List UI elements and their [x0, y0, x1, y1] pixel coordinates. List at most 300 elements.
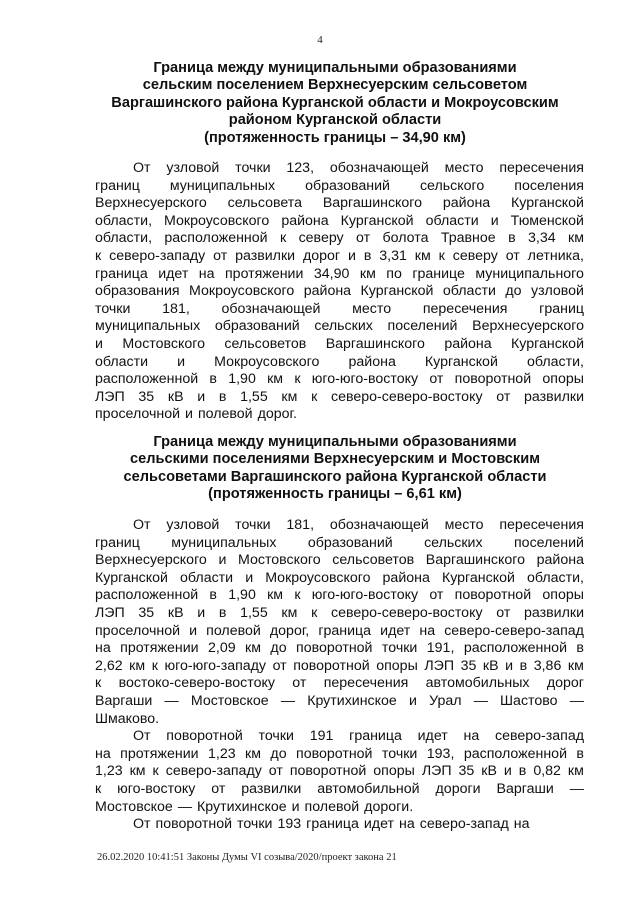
heading-line: сельскими поселениями Верхнесуерским и Мостовским [129, 451, 540, 468]
word: Курганской [340, 212, 414, 229]
word: От [133, 160, 151, 176]
word: района [281, 212, 329, 229]
text-line [95, 728, 584, 746]
word: Курганской [441, 569, 515, 586]
word: км [568, 230, 584, 247]
word: северу [452, 247, 498, 264]
heading-line: сельсоветами Варгашинского района Курганской области [123, 468, 547, 485]
word: полевой [304, 798, 360, 815]
word: 1,90 [228, 371, 256, 388]
word: области, [95, 230, 153, 247]
text-line [95, 693, 584, 711]
word: и [177, 353, 186, 370]
word: полевой [197, 406, 253, 423]
word: км [359, 265, 376, 282]
word: от [429, 371, 444, 388]
word: поворотной [296, 640, 373, 657]
word: поселений [387, 318, 458, 335]
word: протяжении [120, 745, 199, 762]
word: дороги. [364, 798, 414, 815]
word: точки [235, 517, 271, 533]
word: дорог. [257, 406, 297, 423]
section-text-2 [95, 517, 584, 834]
text-line [95, 763, 584, 781]
word: северо-западу [109, 247, 206, 264]
word: и [291, 798, 300, 815]
word: развилки [524, 388, 584, 405]
word: кВ [482, 657, 499, 674]
word: км [245, 745, 261, 762]
heading-line: сельским поселением Верхнесуерским сельсоветом [142, 77, 528, 94]
word: Мостовского [237, 552, 321, 569]
word: 1,55 [240, 604, 268, 621]
word: км [281, 388, 298, 405]
word: в [518, 763, 527, 780]
word: 2,09 [207, 640, 236, 657]
word: северо-запад [494, 728, 584, 745]
word: км [567, 763, 584, 780]
word: 2,62 [95, 657, 123, 674]
word: точки [237, 816, 273, 833]
word: граница [306, 816, 359, 833]
word: поворотной [293, 657, 370, 674]
word: км [267, 587, 284, 604]
word: и [218, 552, 227, 569]
word: до [270, 640, 287, 657]
word: района [442, 195, 491, 212]
word: образований [214, 318, 300, 335]
word: место [444, 160, 484, 176]
word: обозначающей [329, 160, 429, 176]
word: и [197, 388, 206, 405]
word: сельсоветов [332, 552, 415, 569]
text-line [95, 406, 584, 424]
word: обозначающей [329, 517, 429, 533]
word: 3,86 [533, 657, 562, 674]
text-line [95, 283, 584, 301]
word: Мостовское [95, 798, 173, 815]
word: опоры [542, 371, 584, 388]
word: образований [307, 534, 393, 551]
text-line [95, 517, 584, 535]
word: в [508, 230, 516, 247]
section-heading-1 [90, 60, 580, 147]
heading-line: Граница между муниципальными образованиями [153, 434, 517, 450]
word: муниципальных [169, 177, 276, 194]
word: области [95, 353, 149, 370]
text-line [95, 266, 584, 284]
word: опоры [376, 657, 418, 674]
word: и [95, 335, 103, 352]
word: области [180, 569, 234, 586]
word: кВ [481, 763, 497, 780]
word: — [177, 798, 192, 815]
word: и [503, 763, 512, 780]
word: 181, [286, 517, 315, 533]
word: расположенной [463, 745, 567, 762]
word: границ [539, 300, 584, 317]
word: Курганской [511, 335, 584, 352]
word: точки [95, 300, 131, 317]
word: поселений [514, 534, 584, 551]
word: Варгаши [496, 780, 554, 797]
text-line [95, 623, 584, 641]
word: дорог [546, 675, 584, 692]
word: идет [158, 265, 189, 282]
word: области [442, 283, 496, 300]
word: узловой [166, 517, 220, 533]
page-number: 4 [317, 34, 323, 46]
word: 35 [460, 657, 477, 674]
word: опоры [373, 763, 415, 780]
word: Варгаши [95, 692, 153, 709]
word: км [129, 763, 146, 780]
word: развилки [524, 604, 584, 621]
text-line [95, 371, 584, 389]
text-line [95, 248, 584, 266]
word: района [444, 335, 492, 352]
word: поворотной [166, 728, 243, 745]
word: востоко-северо-востоку [118, 675, 275, 692]
word: Варгашинского [325, 335, 425, 352]
word: проселочной [95, 406, 181, 423]
word: узловой [531, 283, 584, 300]
word: северо-северо-запад [444, 622, 584, 639]
word: пересечения [422, 300, 508, 317]
word: протяжении [120, 640, 199, 657]
word: 1,23 [207, 745, 236, 762]
footer-text: 26.02.2020 10:41:51 Законы Думы VI созыва/2020/проект закона 21 [97, 852, 397, 863]
text-line [95, 675, 584, 693]
text-line [95, 178, 584, 196]
word: муниципальных [171, 534, 277, 551]
text-line [95, 354, 584, 372]
word: 35 [138, 388, 155, 405]
word: 35 [458, 763, 475, 780]
word: 181, [162, 300, 190, 317]
word: Мокроусовского [265, 569, 371, 586]
word: от [356, 230, 371, 247]
text-line [95, 552, 584, 570]
word: от [496, 388, 511, 405]
word: поворотной [454, 587, 532, 604]
word: границ [95, 534, 140, 551]
word: пересечения [499, 160, 584, 176]
word: области [425, 212, 479, 229]
word: и [347, 247, 356, 264]
word: идет [380, 622, 411, 639]
heading-line: Граница между муниципальными образованиями [153, 60, 517, 76]
word: области, [526, 569, 584, 586]
word: точки [381, 745, 418, 762]
word: к [311, 604, 318, 621]
word: к [95, 780, 102, 797]
word: ЛЭП [421, 763, 452, 780]
word: от [496, 604, 511, 621]
word: место [444, 517, 484, 533]
text-line [95, 160, 584, 178]
word: 1,90 [228, 587, 256, 604]
word: — [569, 780, 584, 797]
heading-line: (протяженность границы – 34,90 км) [204, 129, 466, 146]
word: 3,31 [379, 247, 407, 264]
word: образования [95, 283, 180, 300]
text-line [95, 195, 584, 213]
text-line [95, 711, 584, 729]
word: на [95, 745, 111, 762]
word: дорог, [269, 622, 310, 639]
word: сельского [419, 177, 485, 194]
word: в [218, 604, 227, 621]
word: граница [95, 265, 148, 282]
word: и [185, 406, 193, 423]
word: 1,23 [95, 763, 123, 780]
word: — [280, 692, 296, 709]
word: обозначающей [221, 300, 321, 317]
text-line [95, 816, 584, 834]
word: кВ [167, 388, 184, 405]
word: узловой [166, 160, 220, 176]
word: района [348, 353, 396, 370]
word: поворотной [454, 371, 532, 388]
word: на [419, 622, 436, 639]
word: опоры [542, 587, 584, 604]
section-text-1 [95, 160, 584, 424]
word: от [213, 247, 228, 264]
word: сельсовета [227, 195, 302, 212]
word: автомобильных [425, 675, 530, 692]
text-line [95, 535, 584, 553]
word: от [211, 780, 226, 797]
word: Крутихинское [307, 692, 397, 709]
word: границе [412, 265, 465, 282]
word: сельских [424, 534, 483, 551]
word: северу [298, 230, 344, 247]
text-line [95, 640, 584, 658]
word: в [363, 247, 372, 264]
word: протяжении [225, 265, 304, 282]
word: сельсоветов [224, 335, 307, 352]
text-line [95, 318, 584, 336]
word: к [95, 247, 102, 264]
word: болота [382, 230, 429, 247]
text-line [95, 799, 584, 817]
text-line [95, 301, 584, 319]
word: 35 [138, 604, 155, 621]
word: 34,90 [313, 265, 350, 282]
word: Мостовское [190, 692, 269, 709]
word: 0,82 [533, 763, 561, 780]
word: км [414, 247, 431, 264]
word: — [164, 692, 179, 709]
word: ЛЭП [95, 604, 125, 621]
word: Курганской [424, 353, 498, 370]
word: к [438, 247, 445, 264]
word: От [133, 816, 151, 833]
word: юго-юго-западу [164, 657, 267, 674]
word: в [209, 371, 217, 388]
word: на [399, 816, 415, 833]
word: точки [381, 640, 418, 657]
word: Шастово [500, 692, 558, 709]
word: Верхнесуерского [95, 552, 207, 569]
word: и [408, 692, 417, 709]
word: — [473, 692, 488, 709]
word: точки [258, 728, 294, 745]
word: 193 [277, 816, 302, 833]
word: дорог [302, 247, 341, 264]
word: к [279, 230, 287, 247]
word: и [189, 622, 198, 639]
word: северо-запад [419, 816, 509, 833]
text-line [95, 230, 584, 248]
word: к [95, 675, 102, 692]
heading-line: (протяженность границы – 6,61 км) [208, 486, 462, 503]
word: и [505, 657, 514, 674]
word: км [129, 657, 146, 674]
text-line [95, 389, 584, 407]
word: км [281, 604, 298, 621]
word: района [536, 552, 584, 569]
word: в [209, 587, 217, 604]
word: Верхнесуерского [95, 195, 207, 212]
word: пересечения [323, 675, 409, 692]
word: от [429, 587, 444, 604]
word: на [463, 728, 480, 745]
word: дороги [435, 780, 481, 797]
word: Варгашинского [425, 552, 526, 569]
word: границ [95, 177, 140, 194]
word: расположенной [164, 230, 268, 247]
word: и [245, 569, 254, 586]
word: до [270, 745, 287, 762]
word: северо-северо-востоку [330, 388, 483, 405]
text-line [95, 746, 584, 764]
word: северо-западу [165, 763, 262, 780]
word: ЛЭП [424, 657, 455, 674]
word: на [95, 640, 111, 657]
word: Верхнесуерского [472, 318, 584, 335]
word: От [133, 728, 151, 745]
word: 191, [426, 640, 455, 657]
word: Мокроусовского [214, 353, 320, 370]
word: км [267, 371, 284, 388]
word: от [268, 763, 283, 780]
word: на [513, 816, 530, 833]
word: — [569, 692, 584, 709]
word: поворотной [155, 816, 233, 833]
word: Курганской [360, 283, 434, 300]
word: юго-востоку [117, 780, 196, 797]
word: проселочной [95, 622, 181, 639]
word: в [519, 657, 528, 674]
word: и [490, 212, 499, 229]
heading-line: районом Курганской области [228, 112, 442, 129]
word: Крутихинское [197, 798, 287, 815]
word: до [505, 283, 522, 300]
word: пересечения [499, 517, 584, 533]
word: сельских [314, 318, 373, 335]
word: Мокроусовского [189, 283, 295, 300]
word: муниципального [475, 265, 584, 282]
word: 193, [426, 745, 455, 762]
word: Урал [429, 692, 462, 709]
word: к [152, 763, 159, 780]
text-line [95, 213, 584, 231]
section-heading-2 [90, 434, 580, 504]
text-line [95, 336, 584, 354]
text-line [95, 587, 584, 605]
word: Шмаково. [95, 710, 160, 727]
word: 123, [286, 160, 315, 176]
word: области, [95, 212, 153, 229]
word: от [292, 675, 307, 692]
word: идет [417, 728, 448, 745]
word: поворотной [289, 763, 367, 780]
word: полевой [206, 622, 261, 639]
word: От [133, 517, 151, 533]
word: кВ [167, 604, 184, 621]
word: и [197, 604, 206, 621]
word: летника, [527, 247, 584, 264]
word: района [303, 283, 352, 300]
word: поворотной [296, 745, 373, 762]
word: км [567, 657, 584, 674]
heading-line: Варгашинского района Курганской области и Мокроусовским [111, 94, 559, 111]
word: Мостовского [122, 335, 206, 352]
word: расположенной [95, 371, 199, 388]
word: Варгашинского [322, 195, 423, 212]
word: юго-юго-востоку [311, 587, 419, 604]
word: расположенной [95, 587, 199, 604]
word: на [198, 265, 215, 282]
word: граница [318, 622, 372, 639]
word: 191 [309, 728, 334, 745]
word: к [294, 587, 301, 604]
text-line [95, 658, 584, 676]
word: к [151, 657, 158, 674]
word: Травное [440, 230, 496, 247]
word: от [505, 247, 520, 264]
word: юго-юго-востоку [311, 371, 419, 388]
word: место [352, 300, 392, 317]
word: в [576, 745, 584, 762]
word: в [218, 388, 227, 405]
word: точки [235, 160, 271, 176]
word: граница [349, 728, 402, 745]
word: 3,34 [528, 230, 556, 247]
text-line [95, 781, 584, 799]
word: автомобильной [317, 780, 420, 797]
word: ЛЭП [95, 388, 125, 405]
word: к [311, 388, 318, 405]
word: расположенной [463, 640, 567, 657]
word: образований [305, 177, 390, 194]
word: поселения [514, 177, 584, 194]
word: области, [526, 353, 584, 370]
word: в [576, 640, 584, 657]
word: района [382, 569, 430, 586]
word: 1,55 [240, 388, 268, 405]
text-line [95, 570, 584, 588]
word: муниципальных [95, 318, 201, 335]
text-line [95, 605, 584, 623]
word: по [386, 265, 402, 282]
word: Тюменской [510, 212, 584, 229]
word: Курганской [95, 569, 168, 586]
word: Мокроусовского [164, 212, 270, 229]
word: развилки [241, 780, 302, 797]
